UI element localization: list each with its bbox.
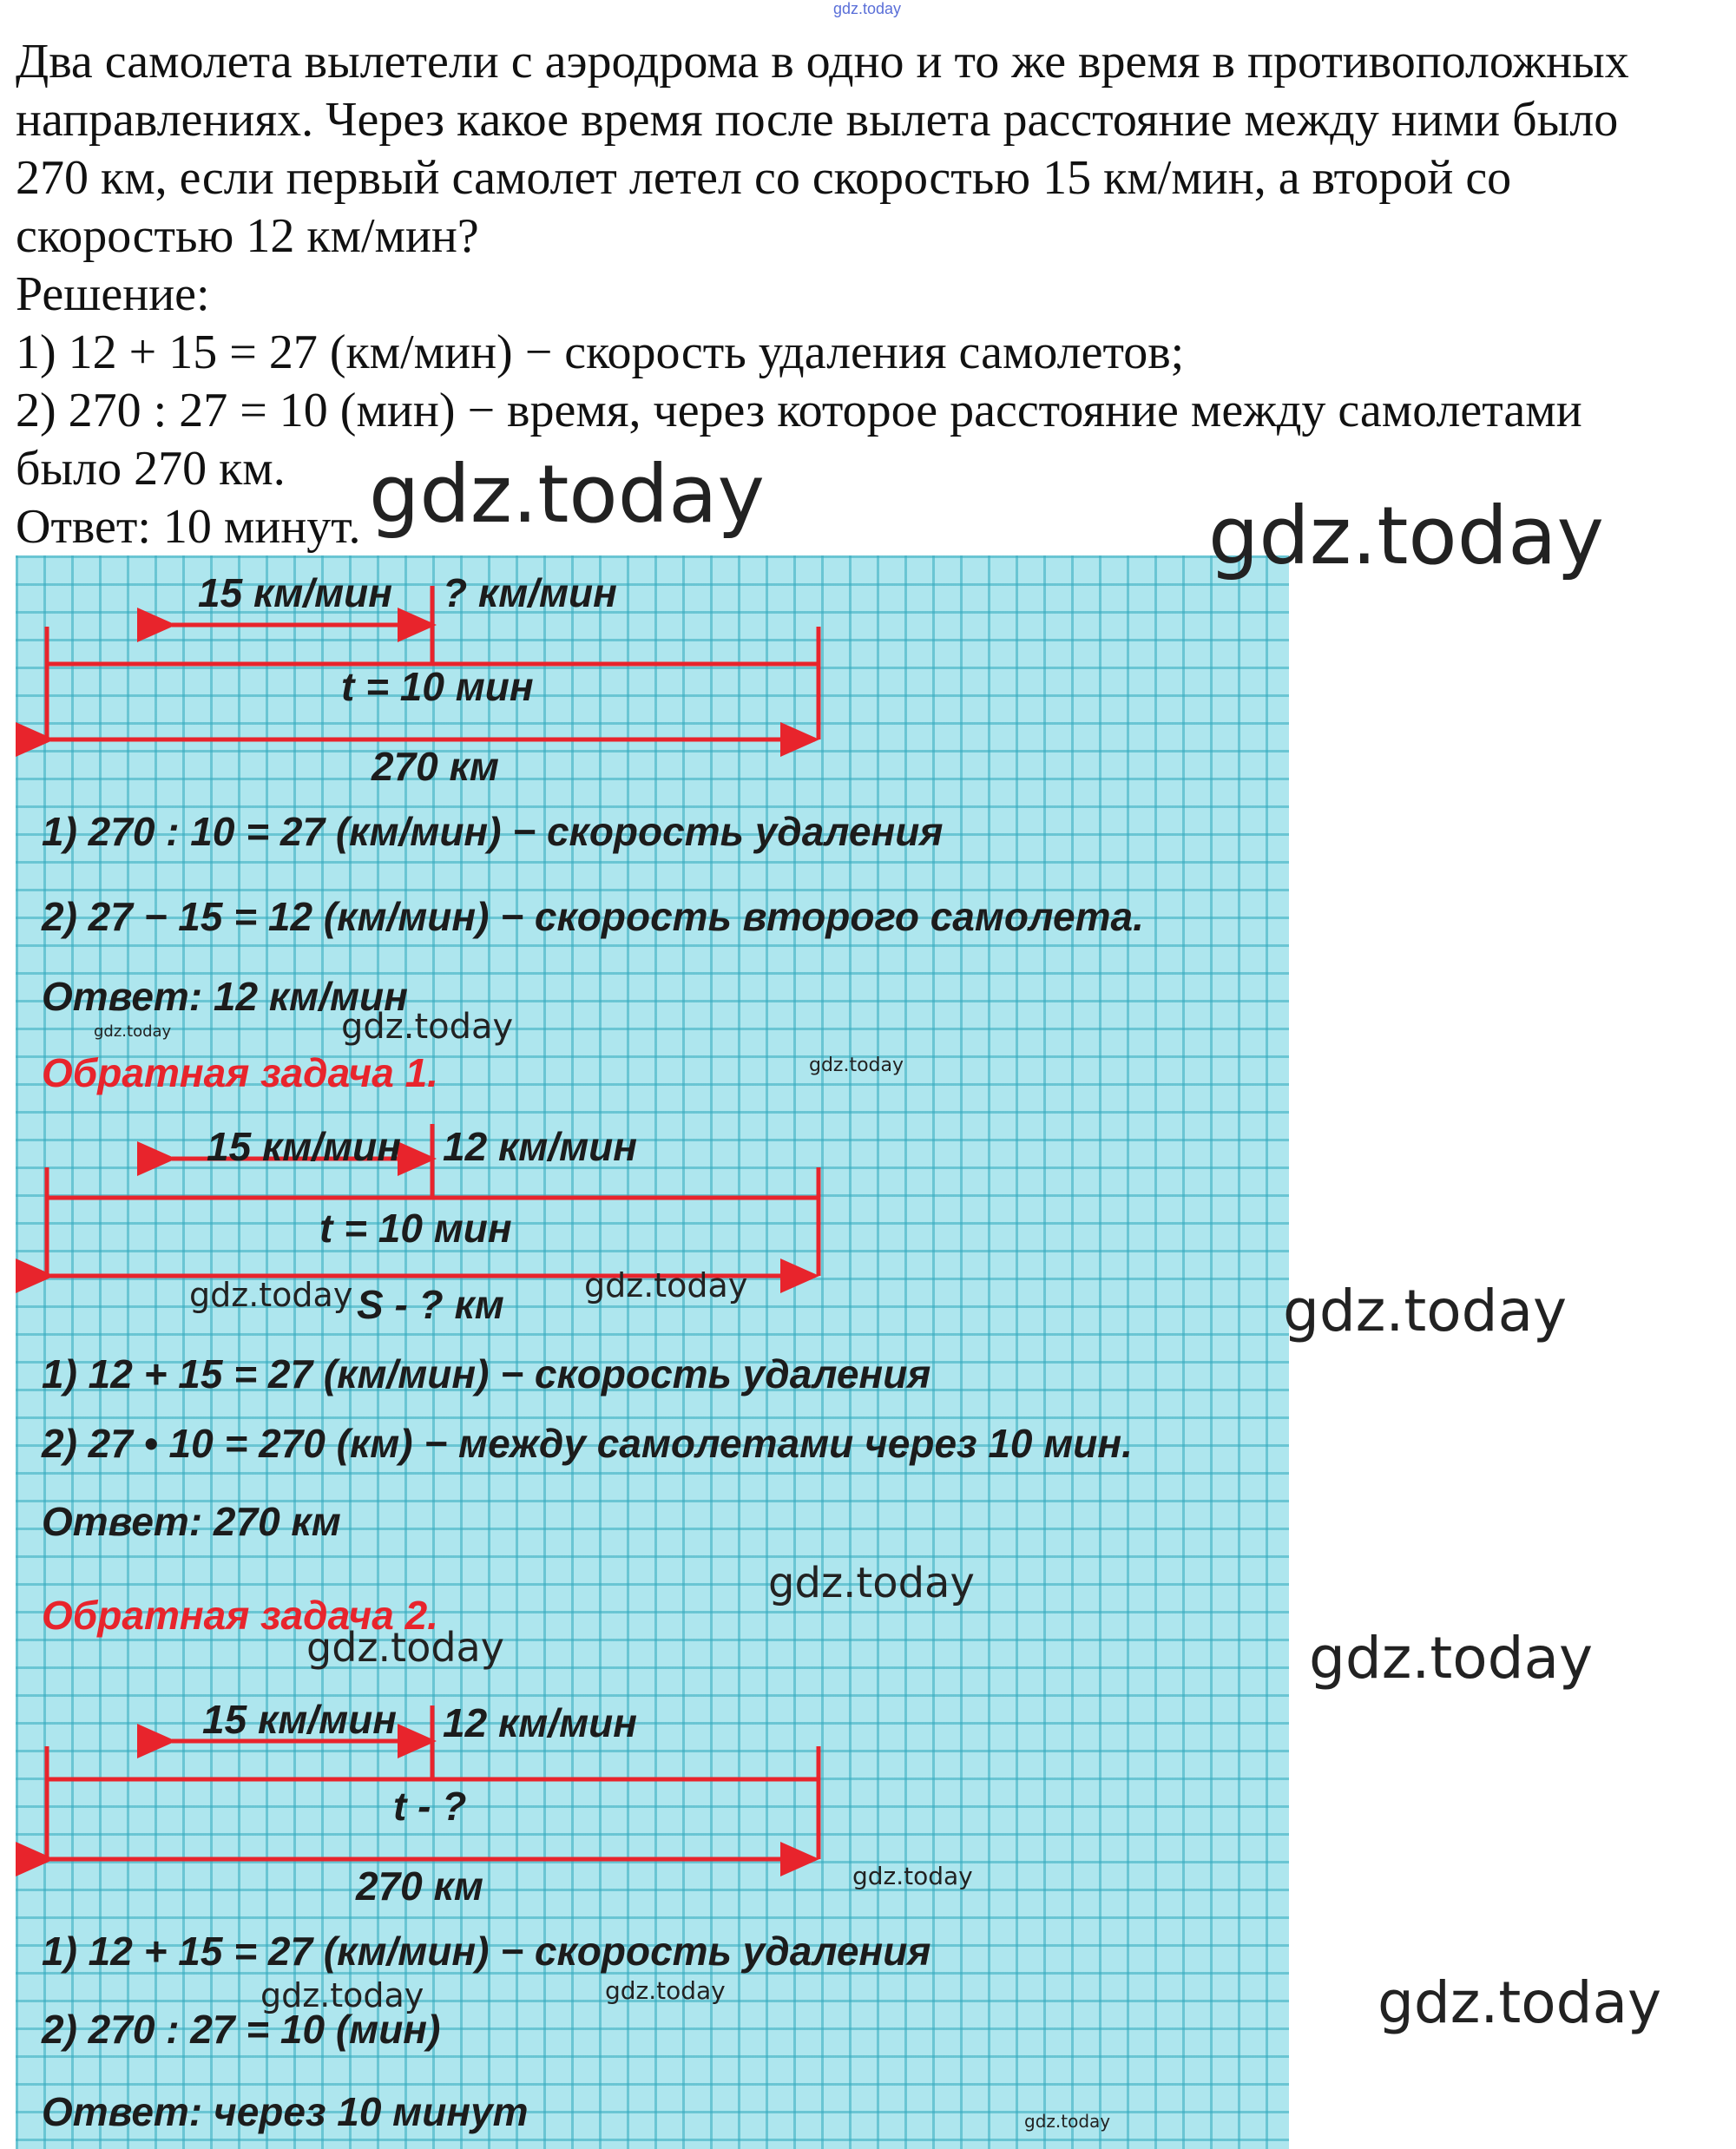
speed-left-label: 15 км/мин xyxy=(198,570,392,615)
watermark: gdz.today xyxy=(833,0,902,17)
watermark: gdz.today xyxy=(605,1976,726,2005)
diagram-2 xyxy=(47,1124,819,1276)
watermark: gdz.today xyxy=(1309,1625,1594,1692)
time-label: t = 10 мин xyxy=(319,1206,512,1251)
solution-step: было 270 км. xyxy=(16,442,286,496)
solution-step: 1) 12 + 15 = 27 (км/мин) − скорость удаления xyxy=(42,1929,931,1974)
answer-line: Ответ: через 10 минут xyxy=(42,2089,529,2134)
speed-right-label: 12 км/мин xyxy=(443,1700,637,1745)
speed-right-label: ? км/мин xyxy=(443,570,617,615)
answer-line: Ответ: 10 минут. xyxy=(16,500,361,554)
solution-step: 2) 27 − 15 = 12 (км/мин) − скорость второго самолета. xyxy=(42,894,1144,939)
solution-step: 1) 12 + 15 = 27 (км/мин) − скорость удаления xyxy=(42,1351,931,1397)
watermark: gdz.today xyxy=(809,1055,904,1076)
watermark: gdz.today xyxy=(369,448,765,541)
diagram-3 xyxy=(47,1700,819,1859)
task-line: 270 км, если первый самолет летел со скоростью 15 км/мин, а второй со xyxy=(16,151,1512,205)
watermark: gdz.today xyxy=(1024,2111,1111,2132)
answer-line: Ответ: 12 км/мин xyxy=(42,974,408,1019)
distance-label: S - ? км xyxy=(357,1282,504,1327)
section-title: Обратная задача 1. xyxy=(42,1050,438,1095)
time-label: t - ? xyxy=(393,1784,467,1829)
watermark: gdz.today xyxy=(1283,1278,1568,1344)
task-line: скоростью 12 км/мин? xyxy=(16,209,479,263)
watermark: gdz.today xyxy=(584,1266,748,1305)
watermark: gdz.today xyxy=(306,1624,504,1671)
solution-step: 1) 270 : 10 = 27 (км/мин) − скорость удаления xyxy=(42,809,944,854)
solution-step: 1) 12 + 15 = 27 (км/мин) − скорость удаления самолетов; xyxy=(16,325,1185,379)
watermark: gdz.today xyxy=(341,1007,514,1047)
section-title: Обратная задача 2. xyxy=(42,1593,438,1638)
task-text xyxy=(16,33,1717,556)
watermark: gdz.today xyxy=(260,1976,424,2014)
time-label: t = 10 мин xyxy=(341,664,534,709)
solution-step: 2) 270 : 27 = 10 (мин) xyxy=(42,2007,441,2052)
graph-paper-area xyxy=(16,555,1289,2149)
solution-heading: Решение: xyxy=(16,267,210,321)
watermark: gdz.today xyxy=(1208,490,1604,582)
speed-left-label: 15 км/мин xyxy=(202,1697,397,1742)
diagram-1 xyxy=(47,586,819,739)
task-line: направлениях. Через какое время после вылета расстояние между ними было xyxy=(16,93,1619,147)
distance-label: 270 км xyxy=(356,1863,483,1909)
task-line: Два самолета вылетели с аэродрома в одно и то же время в противоположных xyxy=(16,35,1629,89)
watermark: gdz.today xyxy=(94,1022,172,1041)
watermark: gdz.today xyxy=(768,1559,975,1607)
answer-line: Ответ: 270 км xyxy=(42,1499,341,1544)
watermark: gdz.today xyxy=(189,1276,353,1314)
watermark: gdz.today xyxy=(852,1862,973,1890)
solution-step: 2) 27 • 10 = 270 (км) − между самолетами через 10 мин. xyxy=(42,1421,1133,1466)
watermark: gdz.today xyxy=(1378,1969,1662,2036)
solution-step: 2) 270 : 27 = 10 (мин) − время, через которое расстояние между самолетами xyxy=(16,384,1582,437)
speed-right-label: 12 км/мин xyxy=(443,1124,637,1169)
distance-label: 270 км xyxy=(372,744,499,789)
speed-left-label: 15 км/мин xyxy=(207,1124,401,1169)
